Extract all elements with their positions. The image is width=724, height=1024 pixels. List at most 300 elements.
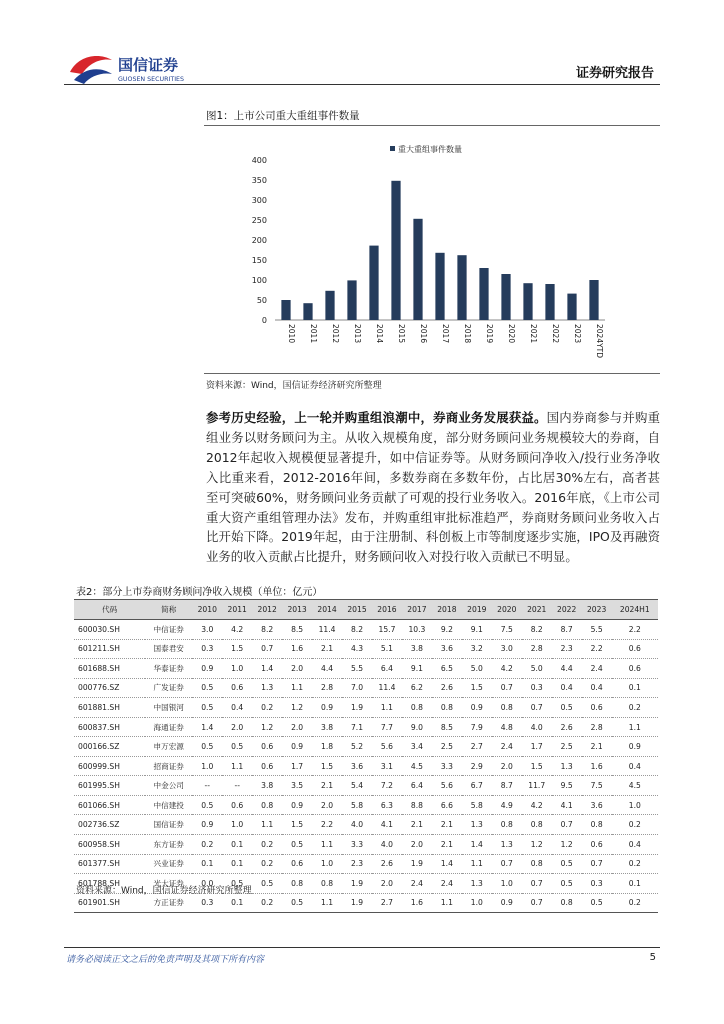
table-cell: 0.4 [552,678,582,698]
table-cell: 3.6 [342,756,372,776]
table-cell: 6.2 [402,678,432,698]
table-cell: 1.5 [282,815,312,835]
table-cell: 2.7 [372,893,402,913]
table-cell: 0.7 [522,893,552,913]
table-cell: 601995.SH [74,776,145,796]
table-cell: 2.6 [552,717,582,737]
table-cell: 15.7 [372,620,402,640]
table-cell: 0.6 [222,795,252,815]
table-cell: 4.1 [552,795,582,815]
figure-bottom-rule [204,373,660,374]
bar [391,181,400,320]
table-cell: 8.7 [492,776,522,796]
table-cell: 7.7 [372,717,402,737]
table-cell: 方正证券 [145,893,192,913]
table-cell: 1.1 [312,835,342,855]
table-cell: 1.0 [462,893,492,913]
table-cell: 000776.SZ [74,678,145,698]
table-cell: 0.7 [252,639,282,659]
table-cell: 0.2 [252,698,282,718]
report-label: 证券研究报告 [575,66,654,81]
table-cell: 2.0 [312,795,342,815]
y-tick-label: 250 [251,216,267,225]
table-cell: 2.1 [582,737,612,757]
table-cell: 1.5 [462,678,492,698]
table-cell: 1.3 [492,835,522,855]
table-cell: 9.0 [402,717,432,737]
table-cell: 0.8 [552,893,582,913]
table-row [74,639,658,659]
table-cell: 海通证券 [145,717,192,737]
y-tick-label: 200 [251,236,267,245]
table-cell: 8.5 [282,620,312,640]
table-cell: 中信建投 [145,795,192,815]
logo-en: GUOSEN SECURITIES [118,76,185,83]
table-cell: 601688.SH [74,659,145,679]
table-cell: 1.4 [432,854,462,874]
table-cell: 6.6 [432,795,462,815]
table-source: 资料来源：Wind，国信证券经济研究所整理 [76,886,252,896]
table-cell: 3.6 [582,795,612,815]
table-cell: 申万宏源 [145,737,192,757]
table-header-cell: 2024H1 [612,600,658,620]
table-header-row [74,600,658,620]
table-cell: 601788.SH [74,874,145,894]
table-cell: 中金公司 [145,776,192,796]
table-cell: 0.9 [312,698,342,718]
table-cell: 2.3 [552,639,582,659]
table-cell: 4.5 [612,776,658,796]
table-row [74,717,658,737]
table-cell: 2.1 [402,815,432,835]
table-row [74,835,658,855]
bar [325,291,334,320]
table-cell: 0.2 [252,893,282,913]
x-tick-label: 2013 [353,324,362,344]
table-cell: 0.9 [282,737,312,757]
table-cell: 0.5 [222,874,252,894]
bar [413,219,422,320]
table-cell: 0.5 [552,854,582,874]
table-cell: 4.0 [522,717,552,737]
paragraph-text: 国内券商参与并购重组业务以财务顾问为主。从收入规模角度，部分财务顾问业务规模较大的券商，自2012年起收入规模便显著提升，如中信证券等。从财务顾问净收入/投行业务净收入比重来看，2012-2016年间，多数券商在多数年份，占比居30%左右，高者甚至可突破60%，财务顾问业务贡献了可观的投行业务收入。2016年底，《上市公司重大资产重组管理办法》发布，并购重组审批标准趋严，券商财务顾问业务收入占比开始下降。2019年起，由于注册制、科创板上市等制度逐步实施，IPO及再融资业务的收入贡献占比提升，财务顾问收入对投行收入贡献已不明显。 [206,410,661,565]
table-cell: 3.3 [342,835,372,855]
table-cell: 2.3 [342,854,372,874]
bar [303,303,312,320]
table-cell: 0.3 [192,893,222,913]
table-cell: 8.2 [522,620,552,640]
table-cell: 4.3 [342,639,372,659]
table-cell: 1.4 [192,717,222,737]
table-cell: 000166.SZ [74,737,145,757]
table-header-cell: 2014 [312,600,342,620]
table-cell: 7.5 [582,776,612,796]
table-cell: 0.8 [402,698,432,718]
table-cell: 5.8 [462,795,492,815]
x-tick-label: 2021 [529,324,538,344]
table-cell: 1.1 [282,678,312,698]
table-cell: 2.1 [312,776,342,796]
table-header-cell: 2012 [252,600,282,620]
table-cell: 0.6 [582,835,612,855]
table-cell: 0.8 [282,874,312,894]
table-cell: 0.5 [192,678,222,698]
y-tick-label: 50 [256,296,267,305]
x-tick-label: 2020 [507,324,516,344]
table-cell: 1.1 [252,815,282,835]
table-cell: 7.0 [342,678,372,698]
table-cell: 东方证券 [145,835,192,855]
table-cell: 8.8 [402,795,432,815]
footer-rule [64,947,660,948]
table-cell: 2.1 [312,639,342,659]
table-cell: 1.1 [612,717,658,737]
table-cell: 10.3 [402,620,432,640]
table-cell: 2.2 [612,620,658,640]
header-rule [64,84,660,85]
table-cell: 0.5 [582,893,612,913]
table-cell: 广发证券 [145,678,192,698]
x-tick-label: 2024YTD [595,324,604,359]
table-cell: 601881.SH [74,698,145,718]
table-cell: -- [222,776,252,796]
table-cell: 2.1 [432,815,462,835]
table-cell: 0.1 [612,678,658,698]
table-cell: 0.5 [192,698,222,718]
table-cell: 1.5 [522,756,552,776]
table-cell: 5.6 [432,776,462,796]
table-cell: 2.0 [402,835,432,855]
table-cell: 1.6 [282,639,312,659]
table-cell: 0.4 [612,835,658,855]
table-row [74,737,658,757]
table-header-cell: 代码 [74,600,145,620]
footer-disclaimer: 请务必阅读正文之后的免责声明及其项下所有内容 [66,955,265,965]
table-header-cell: 2015 [342,600,372,620]
table-cell: 2.9 [462,756,492,776]
table-cell: 2.4 [492,737,522,757]
bar [589,280,598,320]
table-cell: 1.9 [342,698,372,718]
table-cell: 0.8 [432,698,462,718]
table-header-cell: 2017 [402,600,432,620]
table-cell: 5.5 [582,620,612,640]
table-cell: 0.7 [492,854,522,874]
financial-advisory-table [74,599,658,913]
y-tick-label: 150 [251,256,267,265]
table-cell: 5.6 [372,737,402,757]
table-cell: 0.4 [582,678,612,698]
table-cell: 3.8 [402,639,432,659]
table-cell: 2.8 [582,717,612,737]
x-tick-label: 2017 [441,324,450,344]
table-cell: 1.1 [372,698,402,718]
table-cell: 5.0 [522,659,552,679]
table-cell: 1.6 [402,893,432,913]
table-cell: 3.6 [432,639,462,659]
table-cell: 1.0 [192,756,222,776]
table-cell: 0.7 [552,815,582,835]
table-cell: 1.4 [252,659,282,679]
table-cell: 9.1 [402,659,432,679]
table-cell: 7.2 [372,776,402,796]
table-cell: 4.2 [492,659,522,679]
table-cell: 0.7 [582,854,612,874]
table-cell: 0.9 [192,659,222,679]
table-cell: 1.9 [402,854,432,874]
table-cell: 2.6 [372,854,402,874]
table-cell: 3.0 [492,639,522,659]
table-header-cell: 2020 [492,600,522,620]
table-cell: 2.6 [432,678,462,698]
x-tick-label: 2011 [309,324,318,344]
table-cell: 2.0 [492,756,522,776]
table-row [74,698,658,718]
table-cell: 4.9 [492,795,522,815]
x-tick-label: 2012 [331,324,340,344]
page-number: 5 [649,952,656,963]
bar [281,300,290,320]
table-cell: 1.0 [612,795,658,815]
table-header-cell: 2013 [282,600,312,620]
table-cell: 6.7 [462,776,492,796]
table-cell: 2.0 [282,659,312,679]
table-cell: 0.2 [192,835,222,855]
table-cell: 0.1 [612,874,658,894]
table-cell: 1.3 [462,815,492,835]
table-cell: 3.8 [252,776,282,796]
bar [347,280,356,320]
table-cell: 1.1 [312,893,342,913]
table-cell: 国信证券 [145,815,192,835]
table-cell: 0.6 [222,678,252,698]
table-header-cell: 2019 [462,600,492,620]
table-cell: 1.8 [312,737,342,757]
table-cell: 4.4 [552,659,582,679]
table-cell: 6.5 [432,659,462,679]
figure-top-rule [204,125,660,126]
table-cell: 11.4 [312,620,342,640]
table-cell: 9.1 [462,620,492,640]
table-cell: 0.3 [582,874,612,894]
guosen-logo [68,50,208,86]
table-cell: 2.0 [282,717,312,737]
bar-chart [240,130,660,370]
y-tick-label: 400 [251,156,267,165]
table-cell: 1.5 [312,756,342,776]
table-cell: 0.2 [612,815,658,835]
table-cell: 0.1 [192,854,222,874]
table-cell: 601377.SH [74,854,145,874]
table-cell: 0.8 [582,815,612,835]
table-cell: 4.2 [222,620,252,640]
table-row [74,756,658,776]
table-row [74,776,658,796]
table-cell: 3.3 [432,756,462,776]
table-cell: 2.8 [522,639,552,659]
table-cell: 002736.SZ [74,815,145,835]
table-cell: 0.5 [552,874,582,894]
table-row [74,678,658,698]
table-header-cell: 2023 [582,600,612,620]
table-cell: 0.8 [252,795,282,815]
table-row [74,620,658,640]
table-cell: 1.3 [462,874,492,894]
table-cell: 华泰证券 [145,659,192,679]
table-cell: 0.2 [252,835,282,855]
table-cell: 1.5 [222,639,252,659]
bar [501,274,510,320]
table-cell: 1.0 [222,815,252,835]
table-cell: 8.7 [552,620,582,640]
table-header-cell: 2016 [372,600,402,620]
table-cell: 0.5 [252,874,282,894]
table-cell: 0.2 [612,698,658,718]
table-header-cell: 2011 [222,600,252,620]
table-cell: 0.8 [522,815,552,835]
table-cell: 0.3 [522,678,552,698]
bar [545,284,554,320]
table-cell: 3.4 [402,737,432,757]
table-cell: 2.5 [552,737,582,757]
table-cell: 600030.SH [74,620,145,640]
bar [523,283,532,320]
table-cell: 1.0 [492,874,522,894]
table-cell: 8.2 [252,620,282,640]
table-cell: 0.9 [492,893,522,913]
table-cell: 0.9 [462,698,492,718]
table-cell: 0.5 [192,795,222,815]
table-cell: 0.6 [252,737,282,757]
y-tick-label: 100 [251,276,267,285]
x-tick-label: 2023 [573,324,582,344]
table-cell: -- [192,776,222,796]
table-cell: 2.8 [312,678,342,698]
table-cell: 8.5 [432,717,462,737]
table-cell: 7.9 [462,717,492,737]
table-cell: 5.4 [342,776,372,796]
table-cell: 1.0 [222,659,252,679]
bar [457,255,466,320]
legend-swatch [390,146,395,151]
table-cell: 1.4 [462,835,492,855]
bar [369,246,378,320]
table-cell: 4.5 [402,756,432,776]
table-cell: 600837.SH [74,717,145,737]
table-cell: 7.1 [342,717,372,737]
table-cell: 4.0 [372,835,402,855]
table-cell: 11.7 [522,776,552,796]
table-cell: 3.2 [462,639,492,659]
table-cell: 7.5 [492,620,522,640]
x-tick-label: 2010 [287,324,296,344]
figure-source: 资料来源：Wind，国信证券经济研究所整理 [206,381,382,391]
table-cell: 0.0 [192,874,222,894]
table-cell: 光大证券 [145,874,192,894]
table-cell: 0.8 [522,854,552,874]
table-row [74,893,658,913]
table-cell: 5.8 [342,795,372,815]
table-cell: 0.5 [282,835,312,855]
table-cell: 0.8 [312,874,342,894]
table-cell: 3.0 [192,620,222,640]
table-cell: 2.7 [462,737,492,757]
table-cell: 2.5 [432,737,462,757]
table-cell: 2.2 [312,815,342,835]
table-cell: 0.7 [522,874,552,894]
table-cell: 1.0 [312,854,342,874]
table-cell: 0.1 [222,854,252,874]
table-cell: 2.2 [582,639,612,659]
table-row [74,815,658,835]
table-cell: 中信证券 [145,620,192,640]
table-cell: 1.2 [252,717,282,737]
bar [435,253,444,320]
table-cell: 2.0 [372,874,402,894]
table-cell: 1.2 [552,835,582,855]
table-cell: 0.8 [492,815,522,835]
table-cell: 招商证券 [145,756,192,776]
table-cell: 4.0 [342,815,372,835]
table-cell: 1.2 [282,698,312,718]
table-cell: 2.4 [402,874,432,894]
table-cell: 9.2 [432,620,462,640]
table-cell: 4.8 [492,717,522,737]
x-tick-label: 2016 [419,324,428,344]
table-cell: 9.5 [552,776,582,796]
table-cell: 1.6 [582,756,612,776]
table-cell: 5.5 [342,659,372,679]
table-cell: 0.6 [582,698,612,718]
table-cell: 4.4 [312,659,342,679]
table-cell: 1.1 [432,893,462,913]
table-header-cell: 2021 [522,600,552,620]
figure-title: 图1：上市公司重大重组事件数量 [206,110,360,122]
table-cell: 0.2 [612,854,658,874]
y-tick-label: 300 [251,196,267,205]
table-cell: 0.7 [522,698,552,718]
table-header-cell: 2022 [552,600,582,620]
table-cell: 1.1 [462,854,492,874]
table-cell: 0.4 [612,756,658,776]
table-cell: 1.9 [342,874,372,894]
table-cell: 600958.SH [74,835,145,855]
table-cell: 0.1 [222,893,252,913]
table-cell: 2.4 [582,659,612,679]
table-cell: 11.4 [372,678,402,698]
table-cell: 1.1 [222,756,252,776]
body-paragraph [206,408,660,567]
table-header-cell: 2010 [192,600,222,620]
table-cell: 0.2 [252,854,282,874]
table-cell: 兴业证券 [145,854,192,874]
table-cell: 5.0 [462,659,492,679]
table-cell: 1.3 [252,678,282,698]
table-cell: 0.6 [252,756,282,776]
table-cell: 1.7 [282,756,312,776]
table-header-cell: 2018 [432,600,462,620]
table-cell: 0.4 [222,698,252,718]
x-tick-label: 2014 [375,324,384,344]
table-cell: 5.1 [372,639,402,659]
paragraph-lead: 参考历史经验，上一轮并购重组浪潮中，券商业务发展获益。 [206,410,547,425]
table-cell: 0.2 [612,893,658,913]
table-cell: 0.8 [492,698,522,718]
table-cell: 4.2 [522,795,552,815]
table-cell: 6.3 [372,795,402,815]
x-tick-label: 2015 [397,324,406,344]
table-cell: 0.5 [282,893,312,913]
